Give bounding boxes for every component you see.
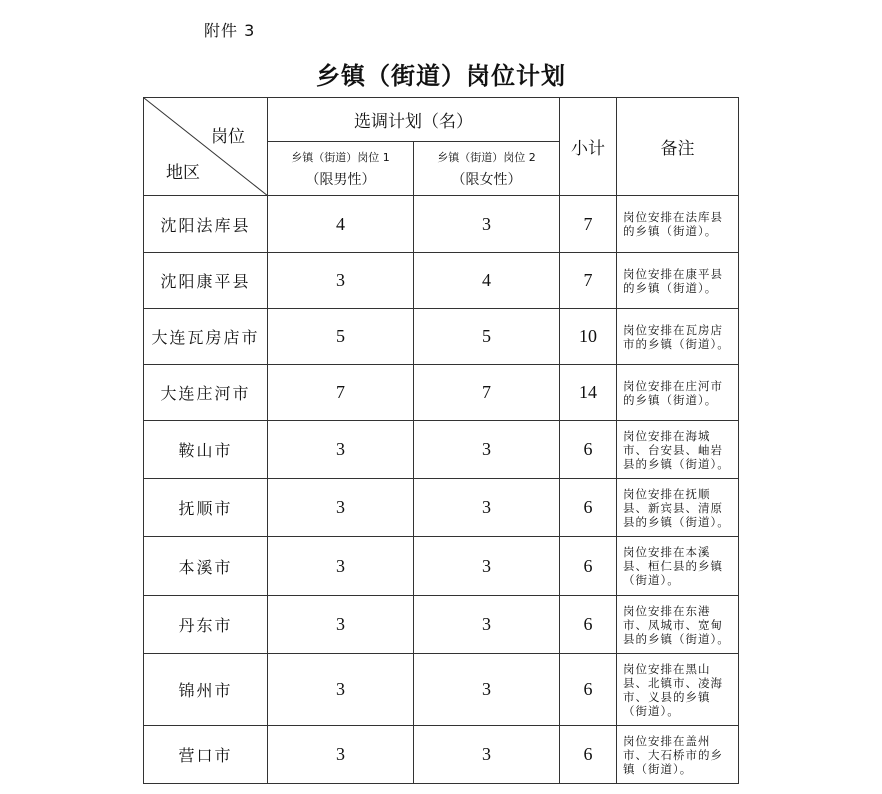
plan-table: [143, 97, 739, 784]
post1-cell: 5: [268, 309, 414, 365]
post1-cell: 3: [268, 537, 414, 596]
note-cell: 岗位安排在盖州市、大石桥市的乡镇（街道）。: [617, 726, 739, 784]
header-post-label: 岗位: [211, 127, 245, 147]
post1-cell: 3: [268, 596, 414, 654]
table-row: [144, 365, 739, 421]
region-cell: 本溪市: [144, 537, 268, 596]
table-row: [144, 726, 739, 784]
subtotal-cell: 6: [560, 537, 617, 596]
post1-cell: 4: [268, 196, 414, 253]
header-subtotal: 小计: [560, 98, 617, 196]
post1-cell: 3: [268, 654, 414, 726]
subtotal-cell: 7: [560, 196, 617, 253]
post2-cell: 3: [414, 421, 560, 479]
note-cell: 岗位安排在庄河市的乡镇（街道）。: [617, 365, 739, 421]
post1-cell: 7: [268, 365, 414, 421]
note-cell: 岗位安排在法库县的乡镇（街道）。: [617, 196, 739, 253]
region-cell: 沈阳康平县: [144, 253, 268, 309]
header-post1-line1: 乡镇（街道）岗位 1: [291, 150, 390, 164]
header-row-1: [144, 98, 739, 142]
header-post2: [414, 142, 560, 196]
note-cell: 岗位安排在瓦房店市的乡镇（街道）。: [617, 309, 739, 365]
header-remarks: 备注: [617, 98, 739, 196]
subtotal-cell: 10: [560, 309, 617, 365]
table-row: [144, 596, 739, 654]
region-cell: 沈阳法库县: [144, 196, 268, 253]
post1-cell: 3: [268, 726, 414, 784]
region-cell: 锦州市: [144, 654, 268, 726]
post1-cell: 3: [268, 479, 414, 537]
note-cell: 岗位安排在东港市、凤城市、宽甸县的乡镇（街道）。: [617, 596, 739, 654]
post2-cell: 3: [414, 654, 560, 726]
table-row: [144, 654, 739, 726]
region-cell: 抚顺市: [144, 479, 268, 537]
subtotal-cell: 6: [560, 726, 617, 784]
region-cell: 营口市: [144, 726, 268, 784]
header-post1: [268, 142, 414, 196]
note-cell: 岗位安排在本溪县、桓仁县的乡镇（街道）。: [617, 537, 739, 596]
post2-cell: 4: [414, 253, 560, 309]
post1-cell: 3: [268, 253, 414, 309]
table-row: [144, 421, 739, 479]
region-cell: 大连庄河市: [144, 365, 268, 421]
subtotal-cell: 6: [560, 421, 617, 479]
header-post2-line2: （限女性）: [451, 171, 522, 188]
post2-cell: 3: [414, 196, 560, 253]
table-row: [144, 537, 739, 596]
table-row: [144, 479, 739, 537]
post2-cell: 7: [414, 365, 560, 421]
table-row: [144, 309, 739, 365]
region-cell: 丹东市: [144, 596, 268, 654]
post2-cell: 3: [414, 537, 560, 596]
header-post2-line1: 乡镇（街道）岗位 2: [437, 150, 536, 164]
note-cell: 岗位安排在抚顺县、新宾县、清原县的乡镇（街道）。: [617, 479, 739, 537]
post2-cell: 3: [414, 596, 560, 654]
subtotal-cell: 6: [560, 479, 617, 537]
subtotal-cell: 7: [560, 253, 617, 309]
header-post1-line2: （限男性）: [305, 171, 376, 188]
region-cell: 鞍山市: [144, 421, 268, 479]
post2-cell: 3: [414, 479, 560, 537]
attachment-label: 附件 3: [204, 21, 256, 40]
post2-cell: 5: [414, 309, 560, 365]
subtotal-cell: 14: [560, 365, 617, 421]
note-cell: 岗位安排在康平县的乡镇（街道）。: [617, 253, 739, 309]
post2-cell: 3: [414, 726, 560, 784]
header-corner-cell: [144, 98, 268, 196]
table-row: [144, 196, 739, 253]
header-region-label: 地区: [166, 163, 200, 183]
diagonal-line: [144, 98, 268, 196]
table-row: [144, 253, 739, 309]
subtotal-cell: 6: [560, 654, 617, 726]
document-title: 乡镇（街道）岗位计划: [316, 62, 566, 90]
note-cell: 岗位安排在黑山县、北镇市、凌海市、义县的乡镇（街道）。: [617, 654, 739, 726]
note-cell: 岗位安排在海城市、台安县、岫岩县的乡镇（街道）。: [617, 421, 739, 479]
header-plan-group: 选调计划（名）: [268, 98, 560, 142]
post1-cell: 3: [268, 421, 414, 479]
subtotal-cell: 6: [560, 596, 617, 654]
region-cell: 大连瓦房店市: [144, 309, 268, 365]
